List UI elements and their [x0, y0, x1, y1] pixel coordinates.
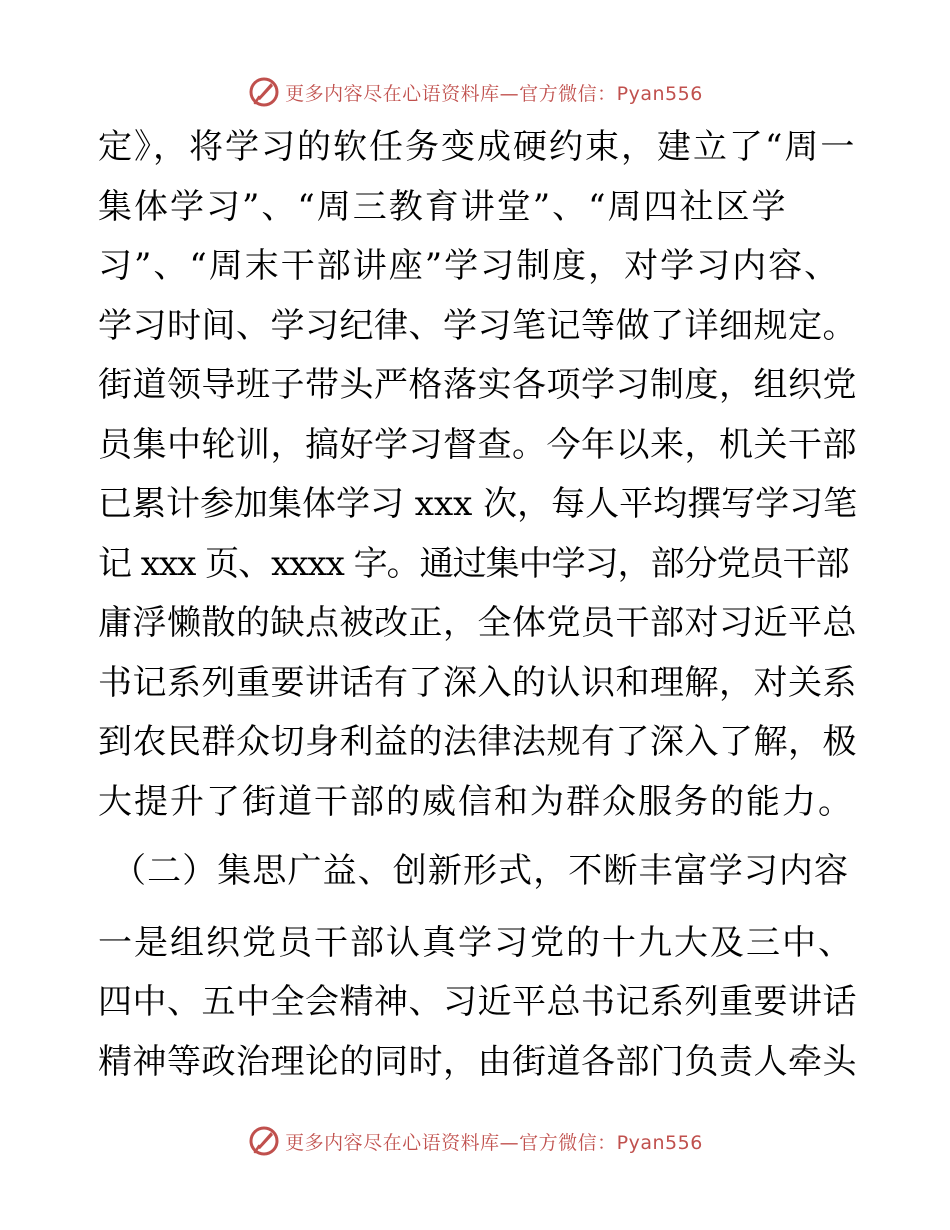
text-line: 记 xxx 页、xxxx 字。通过集中学习，部分党员干部	[98, 543, 849, 584]
paragraph-1	[98, 118, 858, 832]
text-line: 已累计参加集体学习 xxx 次，每人平均撰写学习笔	[98, 484, 858, 524]
text-line: 到农民群众切身利益的法律法规有了深入了解，极	[98, 722, 857, 762]
quill-circle-logo-icon	[247, 1124, 281, 1158]
text-line: 庸浮懒散的缺点被改正，全体党员干部对习近平总	[98, 603, 857, 643]
text-line: 街道领导班子带头严格落实各项学习制度，组织党	[98, 365, 857, 405]
text-line: 集体学习”、“周三教育讲堂”、“周四社区学	[98, 186, 788, 227]
quill-circle-logo-icon	[247, 75, 281, 109]
watermark-text: 更多内容尽在心语资料库—官方微信：Pyan556	[285, 1131, 703, 1154]
header-watermark	[0, 72, 950, 112]
footer-watermark	[0, 1121, 950, 1161]
section-heading: （二）集思广益、创新形式，不断丰富学习内容	[112, 851, 850, 891]
paragraph-2	[98, 914, 858, 1093]
text-line: 四中、五中全会精神、习近平总书记系列重要讲话	[98, 982, 857, 1022]
text-line: 书记系列重要讲话有了深入的认识和理解，对关系	[98, 662, 857, 703]
text-line: 定》，将学习的软任务变成硬约束，建立了“周一	[98, 127, 857, 167]
text-line: 大提升了街道干部的威信和为群众服务的能力。	[98, 781, 854, 822]
text-line: 精神等政治理论的同时，由街道各部门负责人牵头	[98, 1041, 857, 1082]
text-line: 学习时间、学习纪律、学习笔记等做了详细规定。	[98, 305, 857, 346]
document-body	[98, 118, 858, 1092]
text-line: 习”、“周末干部讲座”学习制度，对学习内容、	[98, 246, 841, 286]
text-line: 一是组织党员干部认真学习党的十九大及三中、	[98, 922, 854, 963]
text-line: 员集中轮训，搞好学习督查。今年以来，机关干部	[98, 424, 857, 465]
watermark-text: 更多内容尽在心语资料库—官方微信：Pyan556	[285, 82, 703, 105]
